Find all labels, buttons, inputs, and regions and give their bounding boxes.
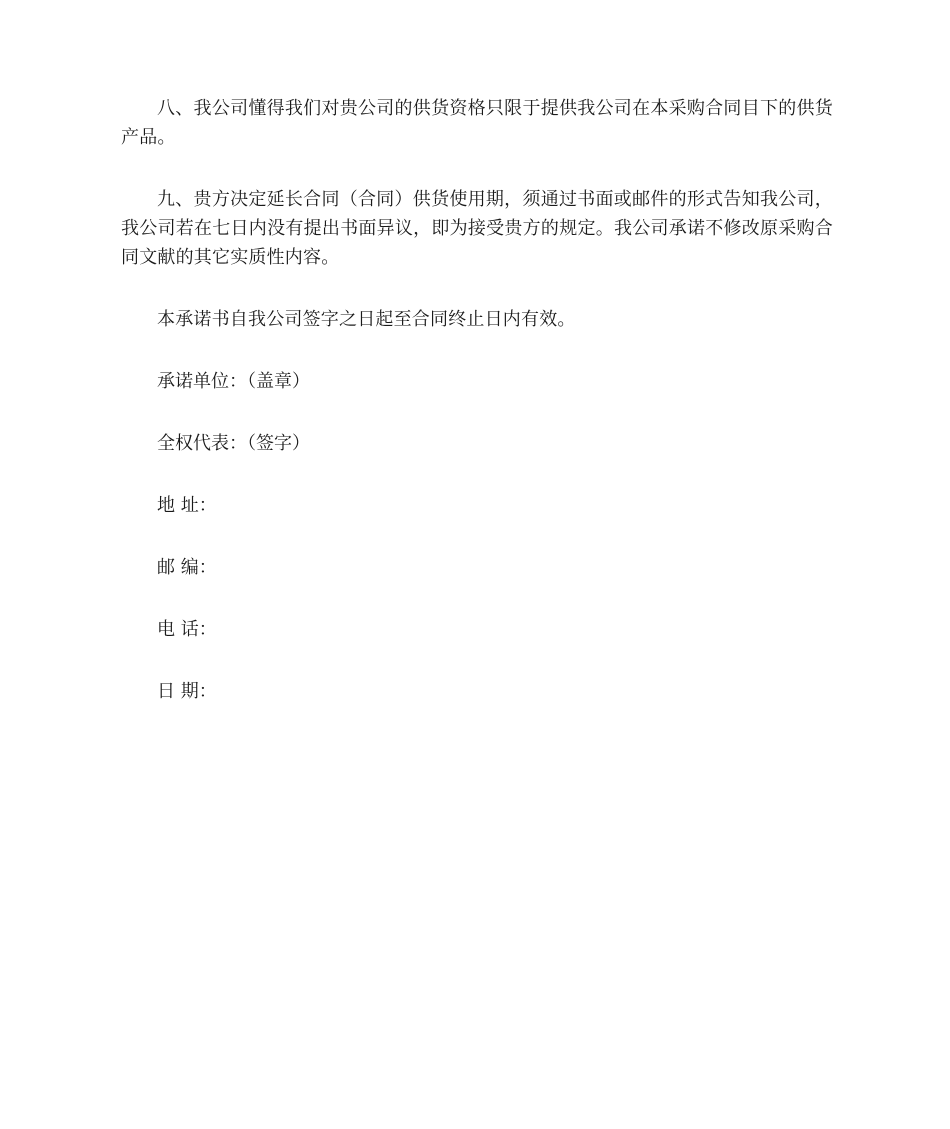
clause-nine: 九、贵方决定延长合同（合同）供货使用期，须通过书面或邮件的形式告知我公司，我公司若在七日内没有提出书面异议，即为接受贵方的规定。我公司承诺不修改原采购合同文献的其它实质性内容。 [121, 189, 833, 268]
field-authorized-representative: 全权代表：（签字） [157, 433, 310, 454]
field-date: 日 期： [157, 681, 217, 702]
field-postcode: 邮 编： [157, 557, 217, 578]
field-phone: 电 话： [157, 619, 217, 640]
validity-statement: 本承诺书自我公司签字之日起至合同终止日内有效。 [157, 309, 576, 330]
signature-block [121, 367, 833, 706]
field-address: 地 址： [157, 495, 217, 516]
clause-eight: 八、我公司懂得我们对贵公司的供货资格只限于提供我公司在本采购合同目下的供货产品。 [121, 98, 833, 148]
field-committing-unit: 承诺单位：（盖章） [157, 371, 310, 392]
document-body [121, 94, 833, 706]
